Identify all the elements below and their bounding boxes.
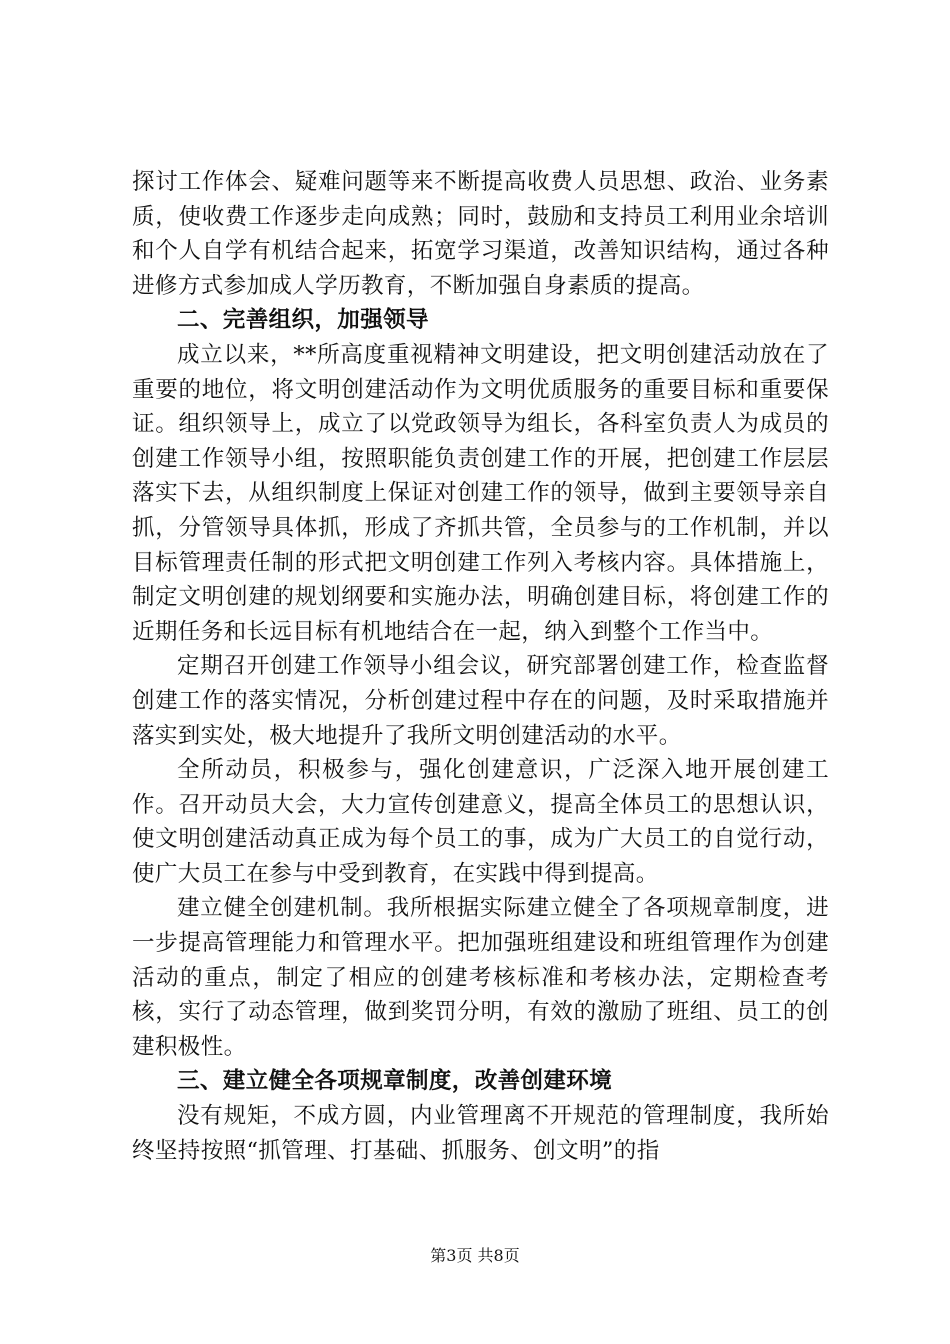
paragraph-5: 建立健全创建机制。我所根据实际建立健全了各项规章制度，进一步提高管理能力和管理水平。把加强班组建设和班组管理作为创建活动的重点，制定了相应的创建考核标准和考核办法，定期检查考核，实行了动态管理，做到奖罚分明，有效的激励了班组、员工的创建积极性。 (132, 895, 829, 1060)
paragraph-3: 定期召开创建工作领导小组会议，研究部署创建工作，检查监督创建工作的落实情况，分析创建过程中存在的问题，及时采取措施并落实到实处，极大地提升了我所文明创建活动的水平。 (132, 653, 829, 749)
section-heading-3: 三、建立健全各项规章制度，改善创建环境 (177, 1068, 613, 1095)
paragraph-1: 探讨工作体会、疑难问题等来不断提高收费人员思想、政治、业务素质，使收费工作逐步走向成熟；同时，鼓励和支持员工利用业余培训和个人自学有机结合起来，拓宽学习渠道，改善知识结构，通过各种进修方式参加成人学历教育，不断加强自身素质的提高。 (132, 169, 829, 299)
page-number-footer: 第3页 共8页 (430, 1246, 520, 1265)
paragraph-4: 全所动员，积极参与，强化创建意识，广泛深入地开展创建工作。召开动员大会，大力宣传创建意义，提高全体员工的思想认识，使文明创建活动真正成为每个员工的事，成为广大员工的自觉行动，使广大员工在参与中受到教育，在实践中得到提高。 (132, 757, 829, 887)
paragraph-6: 没有规矩，不成方圆，内业管理离不开规范的管理制度，我所始终坚持按照“抓管理、打基础、抓服务、创文明”的指 (132, 1103, 829, 1164)
section-heading-2: 二、完善组织，加强领导 (177, 307, 429, 334)
document-body (132, 165, 829, 1168)
paragraph-2: 成立以来，**所高度重视精神文明建设，把文明创建活动放在了重要的地位，将文明创建活动作为文明优质服务的重要目标和重要保证。组织领导上，成立了以党政领导为组长，各科室负责人为成员的创建工作领导小组，按照职能负责创建工作的开展，把创建工作层层落实下去，从组织制度上保证对创建工作的领导，做到主要领导亲自抓，分管领导具体抓，形成了齐抓共管，全员参与的工作机制，并以目标管理责任制的形式把文明创建工作列入考核内容。具体措施上，制定文明创建的规划纲要和实施办法，明确创建目标，将创建工作的近期任务和长远目标有机地结合在一起，纳入到整个工作当中。 (132, 341, 829, 645)
